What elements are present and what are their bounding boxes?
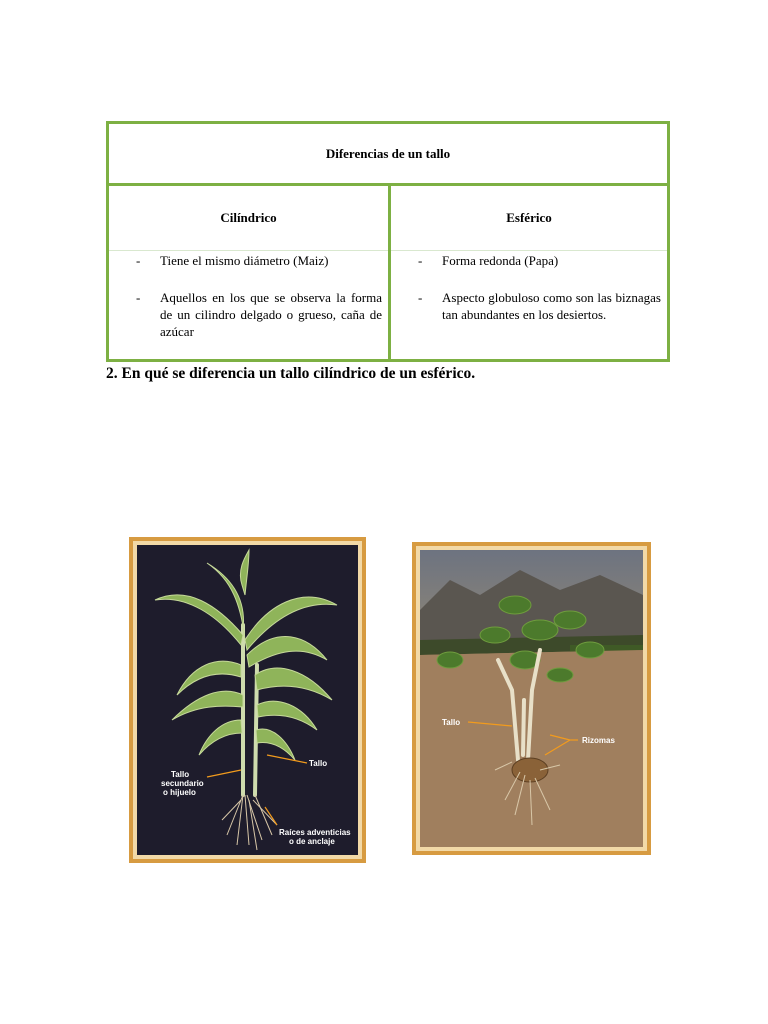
column-header-esferico: Esférico (391, 186, 667, 251)
list-item-text: Aquellos en los que se observa la forma de un cilindro delgado o grueso, caña de azúcar (160, 290, 382, 339)
potato-label-tallo: Tallo (442, 718, 461, 727)
list-item (391, 289, 667, 323)
question-heading: 2. En qué se diferencia un tallo cilíndrico de un esférico. (106, 365, 476, 382)
potato-label-rizomas: Rizomas (582, 736, 615, 745)
potato-plant-image (412, 542, 651, 855)
corn-label-raices-2: o de anclaje (289, 837, 335, 846)
corn-label-tallo: Tallo (309, 759, 328, 768)
table-title: Diferencias de un tallo (109, 124, 667, 186)
potato-plant-illustration (420, 550, 643, 847)
list-item-text: Tiene el mismo diámetro (Maiz) (160, 253, 329, 268)
bullet-dash: - (418, 253, 423, 268)
column-cilindrico (109, 186, 388, 359)
corn-label-secundario-1: Tallo (171, 770, 190, 779)
column-esferico (391, 186, 667, 359)
bullet-dash: - (418, 290, 423, 305)
esferico-list (391, 251, 667, 323)
list-item-text: Aspecto globuloso como son las biznagas tan abundantes en los desiertos. (442, 290, 661, 322)
corn-plant-illustration (137, 545, 358, 855)
list-item (391, 252, 667, 269)
differences-table (106, 121, 670, 362)
list-item (109, 252, 388, 269)
bullet-dash: - (136, 253, 141, 268)
corn-label-raices-1: Raíces adventicias (279, 828, 351, 837)
corn-label-secundario-2: secundario (161, 779, 204, 788)
corn-plant-image (129, 537, 366, 863)
list-item-text: Forma redonda (Papa) (442, 253, 559, 268)
corn-label-secundario-3: o hijuelo (163, 788, 196, 797)
cilindrico-list (109, 251, 388, 340)
column-header-cilindrico: Cilíndrico (109, 186, 388, 251)
bullet-dash: - (136, 290, 141, 305)
list-item (109, 289, 388, 340)
